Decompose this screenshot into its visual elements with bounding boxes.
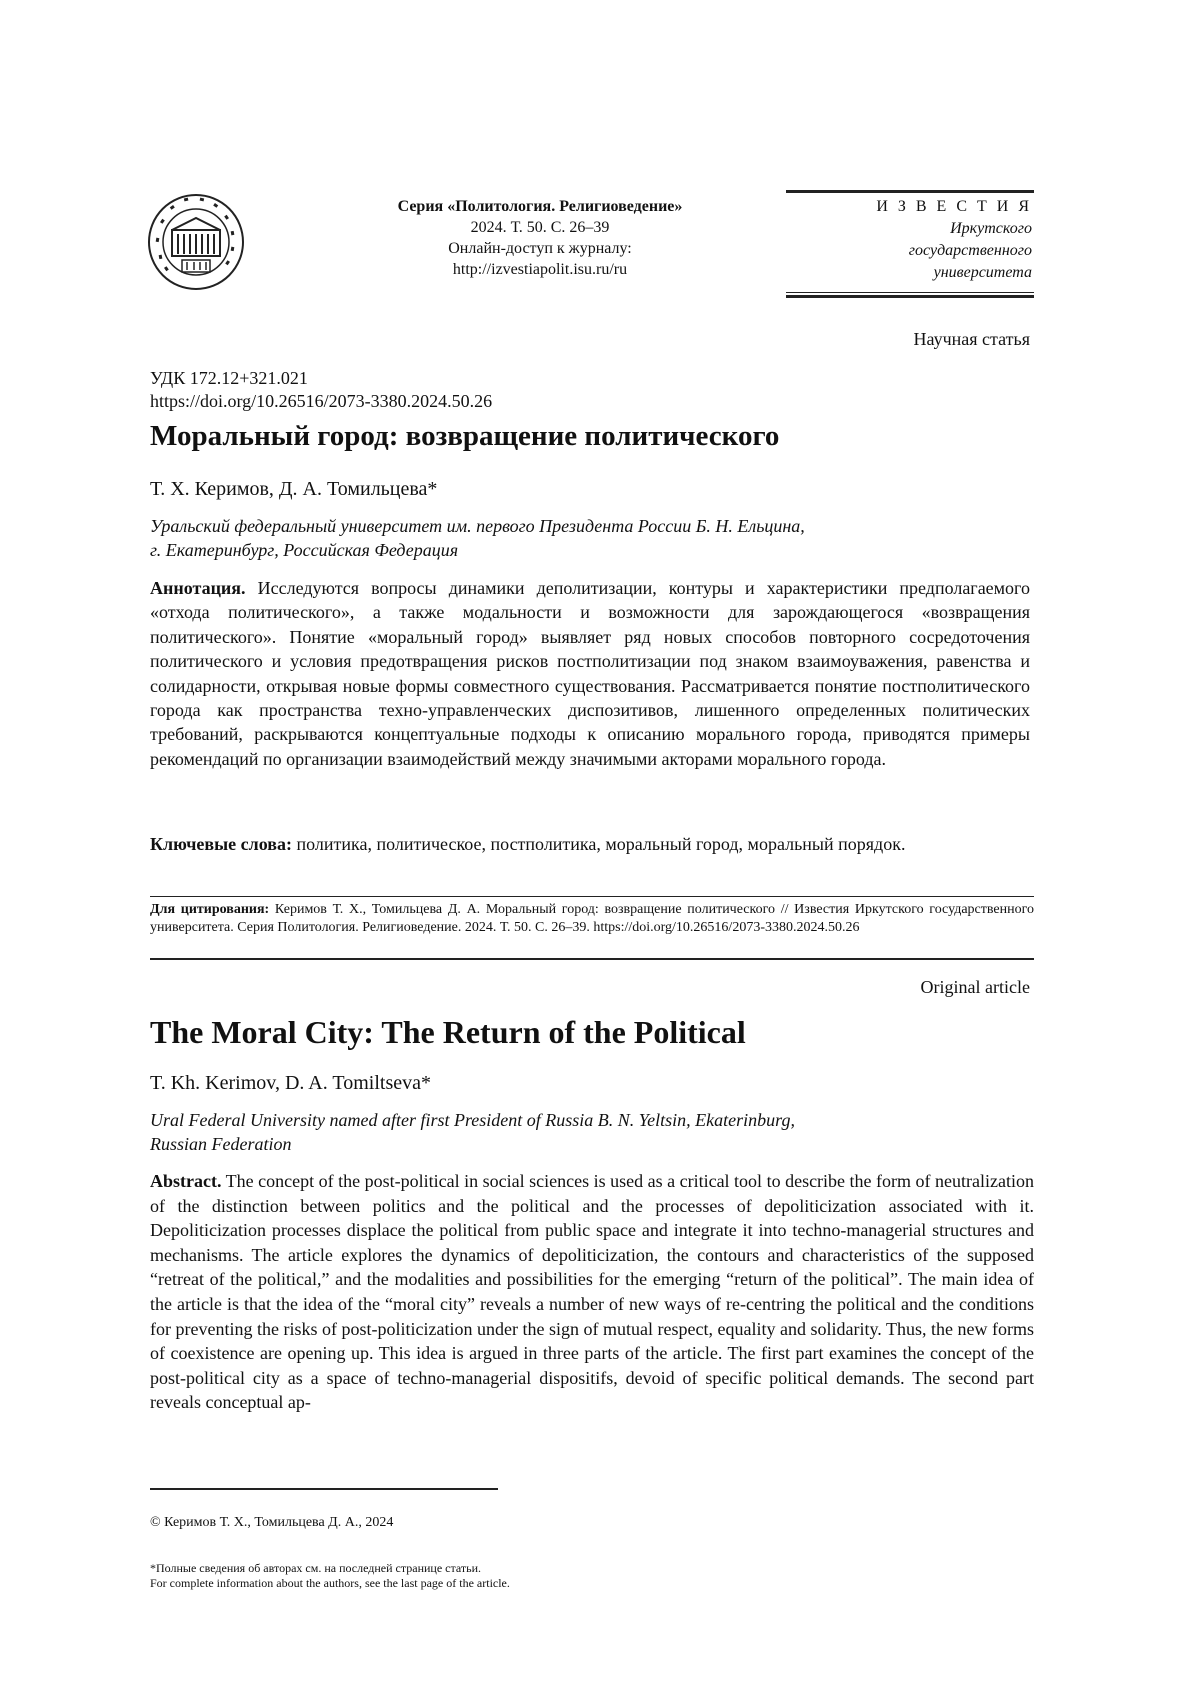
authors-en: T. Kh. Kerimov, D. A. Tomiltseva* xyxy=(150,1072,431,1094)
journal-name-line-2: Иркутского xyxy=(950,220,1032,237)
annotation-text: Исследуются вопросы динамики деполитизации, контуры и характеристики предполагаемого «отхода политического», а также модальности и возможности для зарождающегося «возвращения политического». Понятие «моральный город» выявляет ряд новых способов повторного сосредоточения политического и условия предотвращения рисков постполитизации под знаком взаимоуважения, равенства и солидарности, открывая новые формы совместного существования. Рассматривается понятие постполитического города как пространства техно-управленческих диспозитивов, лишенного определенных политических требований, раскрываются концептуальные подходы к описанию морального города, приводятся примеры рекомендаций по организации взаимодействий между значимыми акторами морального города. xyxy=(150,578,1030,769)
doi-link-ru[interactable]: https://doi.org/10.26516/2073-3380.2024.50.26 xyxy=(150,391,493,411)
udk-block xyxy=(150,367,492,413)
affiliation-ru-line-1: Уральский федеральный университет им. первого Президента России Б. Н. Ельцина, xyxy=(150,516,805,536)
affiliation-ru xyxy=(150,514,970,562)
online-access-label: Онлайн-доступ к журналу: xyxy=(448,240,632,257)
affiliation-ru-line-2: г. Екатеринбург, Российская Федерация xyxy=(150,540,459,560)
series-name: Серия «Политология. Религиоведение» xyxy=(397,198,683,215)
annotation-ru xyxy=(150,576,1030,771)
journal-name-line-3: государственного xyxy=(908,242,1032,259)
citation-label: Для цитирования: xyxy=(150,902,270,917)
masthead-bottom-rule xyxy=(786,292,1034,298)
abstract-text: The concept of the post-political in social sciences is used as a critical tool to describe the form of neutralization of the distinction between politics and the political and the processes of depoliticization associated with it. Depoliticization processes displace the political from public space and integrate it into techno-managerial structures and mechanisms. The article explores the dynamics of depoliticization, the contours and characteristics of the supposed “retreat of the political,” and the modalities and possibilities for the emerging “return of the political”. The main idea of the article is that the idea of the “moral city” reveals a number of new ways of re-centring the political and the conditions for preventing the risks of post-politicization under the sign of mutual respect, equality and solidarity. Thus, the new forms of coexistence are opening up. This idea is argued in three parts of the article. The first part examines the concept of the post-political city as a space of techno-managerial dispositifs, devoid of specific political demands. The second part reveals conceptual ap- xyxy=(150,1171,1034,1413)
university-seal-logo xyxy=(146,190,246,294)
footnote-rule xyxy=(150,1488,498,1490)
affiliation-en-line-2: Russian Federation xyxy=(150,1134,292,1154)
udk-code: УДК 172.12+321.021 xyxy=(150,368,308,388)
journal-series-info xyxy=(360,196,720,280)
author-footnote-en: For complete information about the authors, see the last page of the article. xyxy=(150,1576,510,1590)
keywords-text: политика, политическое, постполитика, моральный город, моральный порядок. xyxy=(291,834,906,854)
citation-text: Керимов Т. Х., Томильцева Д. А. Моральный город: возвращение политического // Известия Иркутского государственного университета. Серия Политология. Религиоведение. 2024. Т. 50. С. 26–39. https://doi.org/10.26516/2073-3380.2024.50.26 xyxy=(150,902,1034,935)
abstract-en xyxy=(150,1169,1034,1415)
copyright-notice: © Керимов Т. Х., Томильцева Д. А., 2024 xyxy=(150,1515,394,1530)
journal-masthead xyxy=(786,190,1034,298)
article-type-en: Original article xyxy=(920,977,1030,997)
citation-bottom-rule xyxy=(150,958,1034,960)
volume-pages: 2024. Т. 50. С. 26–39 xyxy=(470,219,610,236)
abstract-label: Abstract. xyxy=(150,1171,222,1191)
affiliation-en-line-1: Ural Federal University named after first President of Russia B. N. Yeltsin, Ekaterinburg, xyxy=(150,1110,795,1130)
keywords-label: Ключевые слова: xyxy=(150,834,292,854)
affiliation-en xyxy=(150,1108,970,1156)
journal-name-caps: И З В Е С Т И Я xyxy=(876,198,1032,215)
annotation-label: Аннотация. xyxy=(150,578,246,598)
article-title-en: The Moral City: The Return of the Political xyxy=(150,1014,746,1050)
citation-block xyxy=(150,901,1034,936)
authors-ru: Т. Х. Керимов, Д. А. Томильцева* xyxy=(150,478,438,500)
journal-name-line-4: университета xyxy=(933,264,1032,281)
article-title-ru: Моральный город: возвращение политического xyxy=(150,420,780,452)
article-type-ru: Научная статья xyxy=(913,329,1030,349)
keywords-ru xyxy=(150,832,1030,856)
journal-url[interactable]: http://izvestiapolit.isu.ru/ru xyxy=(452,261,628,278)
citation-top-rule xyxy=(150,896,1034,897)
author-footnote xyxy=(150,1561,510,1591)
author-footnote-ru: *Полные сведения об авторах см. на последней странице статьи. xyxy=(150,1561,482,1575)
masthead-top-rule xyxy=(786,190,1034,193)
